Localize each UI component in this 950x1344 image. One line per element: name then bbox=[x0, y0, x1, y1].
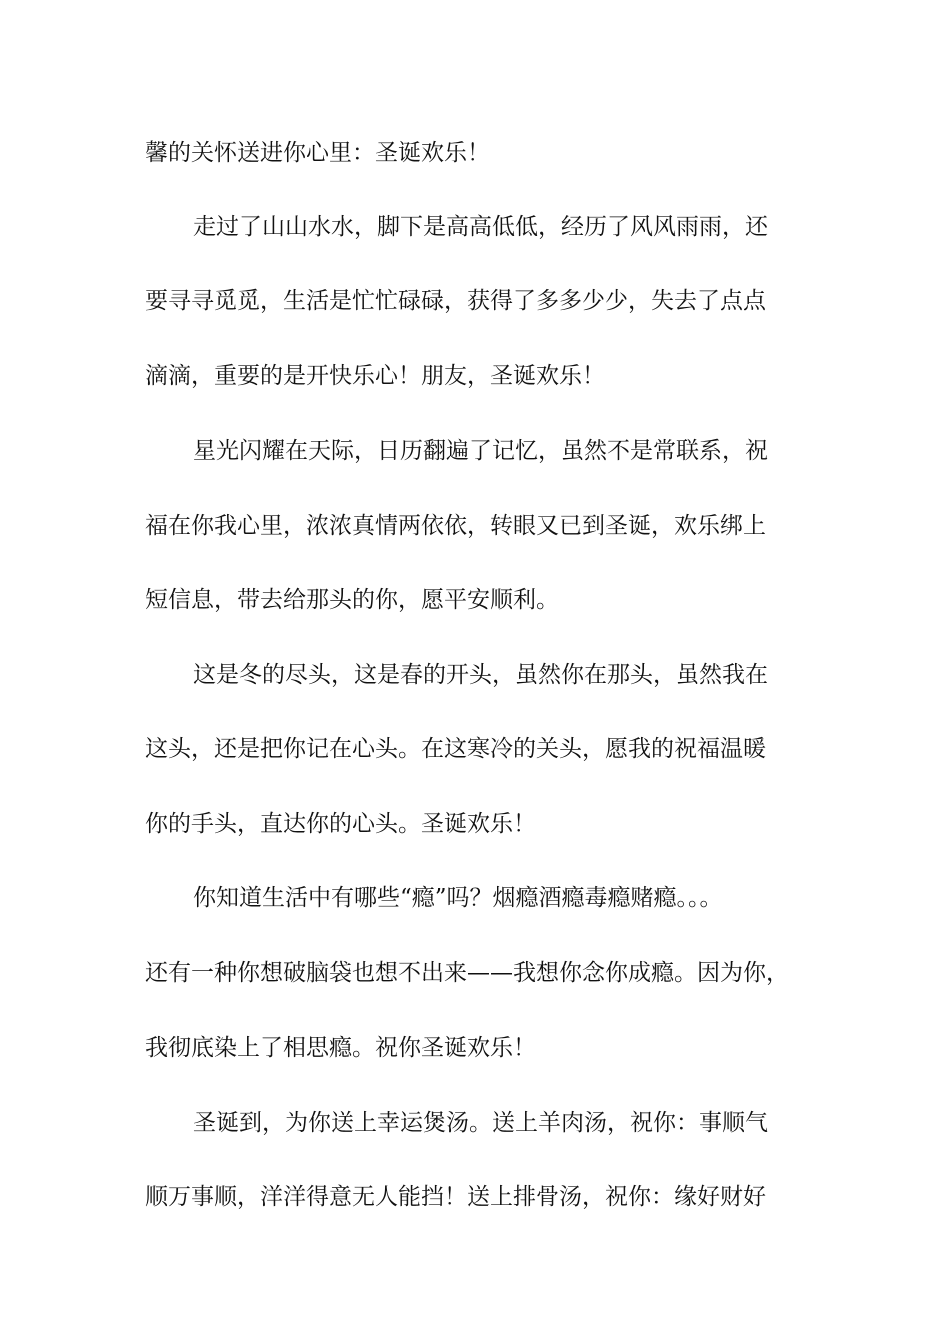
text-line: 你的手头，直达你的心头。圣诞欢乐！ bbox=[145, 811, 536, 837]
text-line: 我彻底染上了相思瘾。祝你圣诞欢乐！ bbox=[145, 1035, 536, 1061]
text-line: 要寻寻觅觅，生活是忙忙碌碌，获得了多多少少，失去了点点 bbox=[145, 288, 766, 314]
text-line: 福在你我心里，浓浓真情两依依，转眼又已到圣诞，欢乐绑上 bbox=[145, 513, 766, 539]
text-line: 馨的关怀送进你心里：圣诞欢乐！ bbox=[145, 140, 490, 166]
paragraph-first-line: 圣诞到，为你送上幸运煲汤。送上羊肉汤，祝你：事顺气 bbox=[193, 1110, 768, 1136]
text-line: 顺万事顺，洋洋得意无人能挡！送上排骨汤，祝你：缘好财好 bbox=[145, 1184, 766, 1210]
paragraph-first-line: 星光闪耀在天际，日历翻遍了记忆，虽然不是常联系，祝 bbox=[193, 438, 768, 464]
text-line: 短信息，带去给那头的你，愿平安顺利。 bbox=[145, 587, 559, 613]
paragraph-first-line: 你知道生活中有哪些“瘾”吗？烟瘾酒瘾毒瘾赌瘾。。。 bbox=[193, 885, 723, 911]
text-line: 滴滴，重要的是开快乐心！朋友，圣诞欢乐！ bbox=[145, 363, 605, 389]
text-line: 还有一种你想破脑袋也想不出来——我想你念你成瘾。因为你， bbox=[145, 960, 789, 986]
paragraph-first-line: 这是冬的尽头，这是春的开头，虽然你在那头，虽然我在 bbox=[193, 662, 768, 688]
paragraph-first-line: 走过了山山水水，脚下是高高低低，经历了风风雨雨，还 bbox=[193, 214, 768, 240]
text-line: 这头，还是把你记在心头。在这寒冷的关头，愿我的祝福温暖 bbox=[145, 736, 766, 762]
